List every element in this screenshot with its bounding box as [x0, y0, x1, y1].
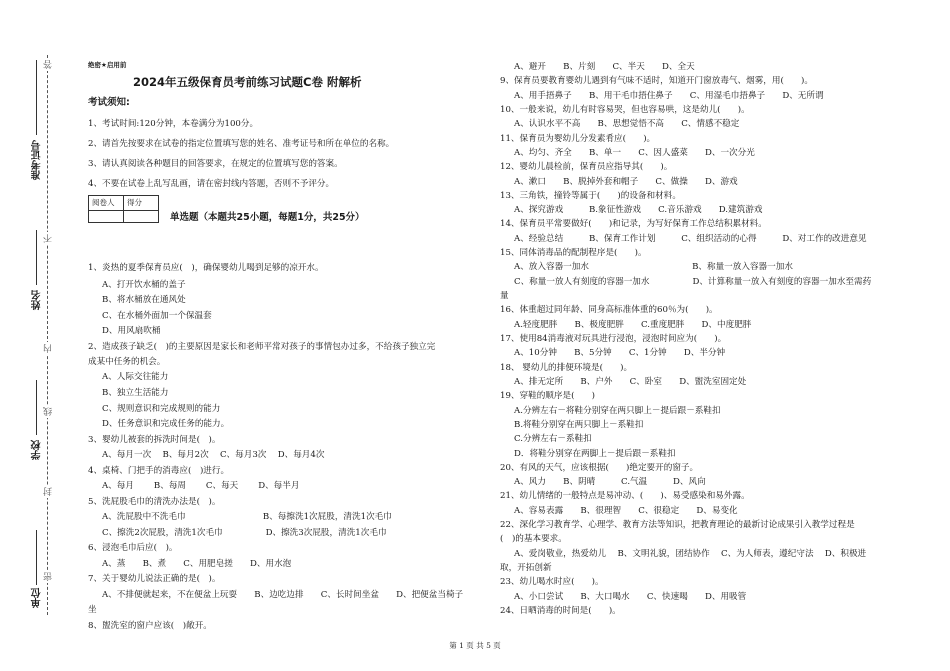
name-blank[interactable] — [36, 230, 37, 285]
answer-option-line: B.将鞋分别穿在两只脚上－系鞋扣 — [514, 420, 644, 430]
score-cell[interactable] — [124, 211, 159, 223]
question-line: 9、保育员要教育婴幼儿遇到有气味不适时，知道开门窗放毒气、烟雾，用( )。 — [500, 76, 813, 86]
answer-option-line: A、蒸 B、煮 C、用肥皂搓 D、用水泡 — [102, 559, 292, 569]
question-line: 6、浸泡毛巾后应( )。 — [88, 543, 178, 553]
question-line: 5、洗屁股毛巾的清洗办法是( )。 — [88, 497, 221, 507]
answer-option-line: D．将鞋分别穿在两脚上－提后跟－系鞋扣 — [514, 449, 676, 459]
page-title: 2024年五级保育员考前练习试题C卷 附解析 — [133, 75, 362, 89]
question-line: 24、日晒消毒的时间是( )。 — [500, 606, 621, 616]
grader-cell[interactable] — [89, 211, 124, 223]
answer-option-line: A、认识水平不高 B、思想觉悟不高 C、情感不稳定 — [514, 119, 740, 129]
question-line: 2、造成孩子缺乏( )的主要原因是家长和老师平常对孩子的事情包办过多，不给孩子独立完 — [88, 342, 436, 352]
binding-margin — [0, 0, 62, 671]
question-line: 13、三角铁，撞铃等属于( )的设备和材料。 — [500, 191, 681, 201]
score-table — [88, 195, 159, 223]
answer-option-line: A、用手捂鼻子 B、用干毛巾捂住鼻子 C、用湿毛巾捂鼻子 D、无所谓 — [514, 91, 824, 101]
question-line: 坐 — [88, 605, 97, 615]
question-line: 20、有风的天气，应该根据( )绝定要开的窗子。 — [500, 463, 699, 473]
score-label: 得分 — [124, 196, 159, 211]
exam-number-blank[interactable] — [36, 60, 37, 135]
answer-option-line: C、擦洗2次屁股，清洗1次毛巾 D、擦洗3次屁股，清洗1次毛巾 — [102, 528, 387, 538]
answer-option-line: A、打开饮水桶的盖子 — [102, 280, 186, 290]
answer-option-line: C、称量一放人有刻度的容器一加水 D、计算称量一放入有刻度的容器一加水至需药 — [514, 277, 872, 287]
answer-option-line: A、洗屁股中不洗毛巾 B、每擦洗1次屁股，清洗1次毛巾 — [102, 512, 392, 522]
question-line: ( )的基本要求。 — [500, 534, 567, 544]
question-line: 1、炎热的夏季保育员应( )，确保婴幼儿喝到足够的凉开水。 — [88, 263, 324, 273]
answer-option-line: A、不排便就起来，不在便盆上玩耍 B、边吃边排 C、长时间坐盆 D、把便盆当椅子 — [102, 590, 464, 600]
answer-option-line: B、将水桶放在通风处 — [102, 295, 186, 305]
answer-option-line: A、经验总结 B、保育工作计划 C、组织活动的心得 D、对工作的改进意见 — [514, 234, 867, 244]
question-line: 15、同体消毒品的配制程序是( )。 — [500, 248, 647, 258]
answer-option-line: A.轻度肥胖 B、极度肥胖 C.重度肥胖 D、中度肥胖 — [514, 320, 752, 330]
question-line: 19、穿鞋的顺序是( ) — [500, 391, 595, 401]
question-line: 21、幼儿情绪的一般特点是易冲动、( )、易受感染和易外露。 — [500, 491, 750, 501]
answer-option-line: A、放入容器一加水 B、称量一放入容器一加水 — [514, 262, 793, 272]
answer-option-line: C、在水桶外面加一个保温套 — [102, 311, 212, 321]
question-line: 3、婴幼儿被套的拆洗时间是( )。 — [88, 435, 221, 445]
question-line: 4、桌椅、门把手的消毒应( )进行。 — [88, 466, 230, 476]
answer-option-line: D、任务意识和完成任务的能力。 — [102, 419, 230, 429]
grader-label: 阅卷人 — [89, 196, 124, 211]
seal-mark: 不 — [44, 234, 54, 243]
answer-option-line: A、均匀、齐全 B、单一 C、因人盛菜 D、一次分光 — [514, 148, 755, 158]
answer-option-line: A、探究游戏 B.象征性游戏 C.音乐游戏 D.建筑游戏 — [514, 205, 763, 215]
answer-option-line: A、小口尝试 B、大口喝水 C、快速喝 D、用吸管 — [514, 592, 747, 602]
seal-mark: 内 — [44, 344, 54, 353]
answer-option-line: C.分辨左右－系鞋扣 — [514, 434, 592, 444]
seal-mark: 线 — [44, 407, 54, 416]
answer-option-line: D、用风扇吹桶 — [102, 326, 161, 336]
question-line: 7、关于婴幼儿说法正确的是( )。 — [88, 574, 221, 584]
notice-item: 4、不要在试卷上乱写乱画，请在密封线内答题，否则不予评分。 — [88, 179, 335, 189]
answer-option-line: A、每月一次 B、每月2次 C、每月3次 D、每月4次 — [102, 450, 325, 460]
answer-option-line: A、人际交往能力 — [102, 372, 169, 382]
question-line: 18、 婴幼儿的排便环境是( )。 — [500, 363, 633, 373]
page-footer: 第 1 页 共 5 页 — [449, 641, 501, 650]
answer-option-line: A、10分钟 B、5分钟 C、1分钟 D、半分钟 — [514, 348, 726, 358]
question-line: 22、深化学习教育学、心理学、教育方法等知识，把教育理论的最新讨论成果引入教学过程是 — [500, 520, 855, 530]
answer-option-line: B、独立生活能力 — [102, 388, 169, 398]
question-line: 10、一般来说，幼儿有时容易哭，但也容易哄，这是幼儿( )。 — [500, 105, 750, 115]
seal-line — [47, 55, 48, 615]
seal-mark: 答 — [44, 60, 54, 69]
answer-option-line: A.分辨左右－将鞋分别穿在两只脚上－提后跟－系鞋扣 — [514, 406, 721, 416]
question-line: 14、保育员平常要做好( )和记录，为写好保育工作总结积累材料。 — [500, 219, 767, 229]
question-line: 16、体重超过同年龄、同身高标准体重的60％为( )。 — [500, 305, 718, 315]
question-line: 12、婴幼儿晨检前，保育员应指导其( )。 — [500, 162, 673, 172]
notice-heading: 考试须知: — [88, 97, 130, 108]
question-line: 8、盥洗室的窗户应该( )敞开。 — [88, 621, 212, 631]
notice-item: 3、请认真阅读各种题目的回答要求，在规定的位置填写您的答案。 — [88, 159, 343, 169]
notice-item: 2、请首先按要求在试卷的指定位置填写您的姓名、准考证号和所在单位的名称。 — [88, 139, 395, 149]
answer-option-line: 取，开拓创新 — [500, 563, 552, 573]
question-line: 成某中任务的机会。 — [88, 357, 166, 367]
secret-label: 绝密★启用前 — [88, 61, 127, 69]
answer-option-line: A、每月 B、每周 C、每天 D、每半月 — [102, 481, 300, 491]
question-line: 23、幼儿喝水时应( )。 — [500, 577, 604, 587]
unit-blank[interactable] — [36, 530, 37, 585]
margin-field-unit: 单位 — [32, 588, 43, 608]
seal-mark: 封 — [44, 487, 54, 496]
margin-field-school: 学校 — [32, 440, 43, 460]
school-blank[interactable] — [36, 380, 37, 435]
answer-option-line: A、避开 B、片刻 C、半天 D、全天 — [514, 62, 695, 72]
margin-field-exam-number: 准考证号 — [32, 140, 43, 180]
question-line: 17、使用84消毒液对玩具进行浸泡，浸泡时间应为( )。 — [500, 334, 727, 344]
answer-option-line: C、规则意识和完成规则的能力 — [102, 404, 221, 414]
margin-field-name: 姓名 — [32, 290, 43, 310]
answer-option-line: A、漱口 B、脱掉外套和帽子 C、做操 D、游戏 — [514, 177, 738, 187]
seal-mark: 密 — [44, 572, 54, 581]
notice-item: 1、考试时间:120分钟，本卷满分为100分。 — [88, 119, 259, 129]
answer-option-line: A、风力 B、阴晴 C.气温 D、风向 — [514, 477, 706, 487]
section-heading: 单选题（本题共25小题，每题1分，共25分） — [170, 212, 365, 223]
answer-option-line: A、排无定所 B、户外 C、卧室 D、盥洗室固定处 — [514, 377, 747, 387]
answer-option-line: A、爱岗敬业，热爱幼儿 B、文明礼貌，团结协作 C、为人师表，遵纪守法 D、积极进 — [514, 549, 867, 559]
answer-option-line: A、容易表露 B、很理智 C、很稳定 D、易变化 — [514, 506, 738, 516]
question-line: 11、保育员为婴幼儿分发素肴应( )。 — [500, 134, 656, 144]
answer-option-line: 量 — [500, 291, 509, 301]
